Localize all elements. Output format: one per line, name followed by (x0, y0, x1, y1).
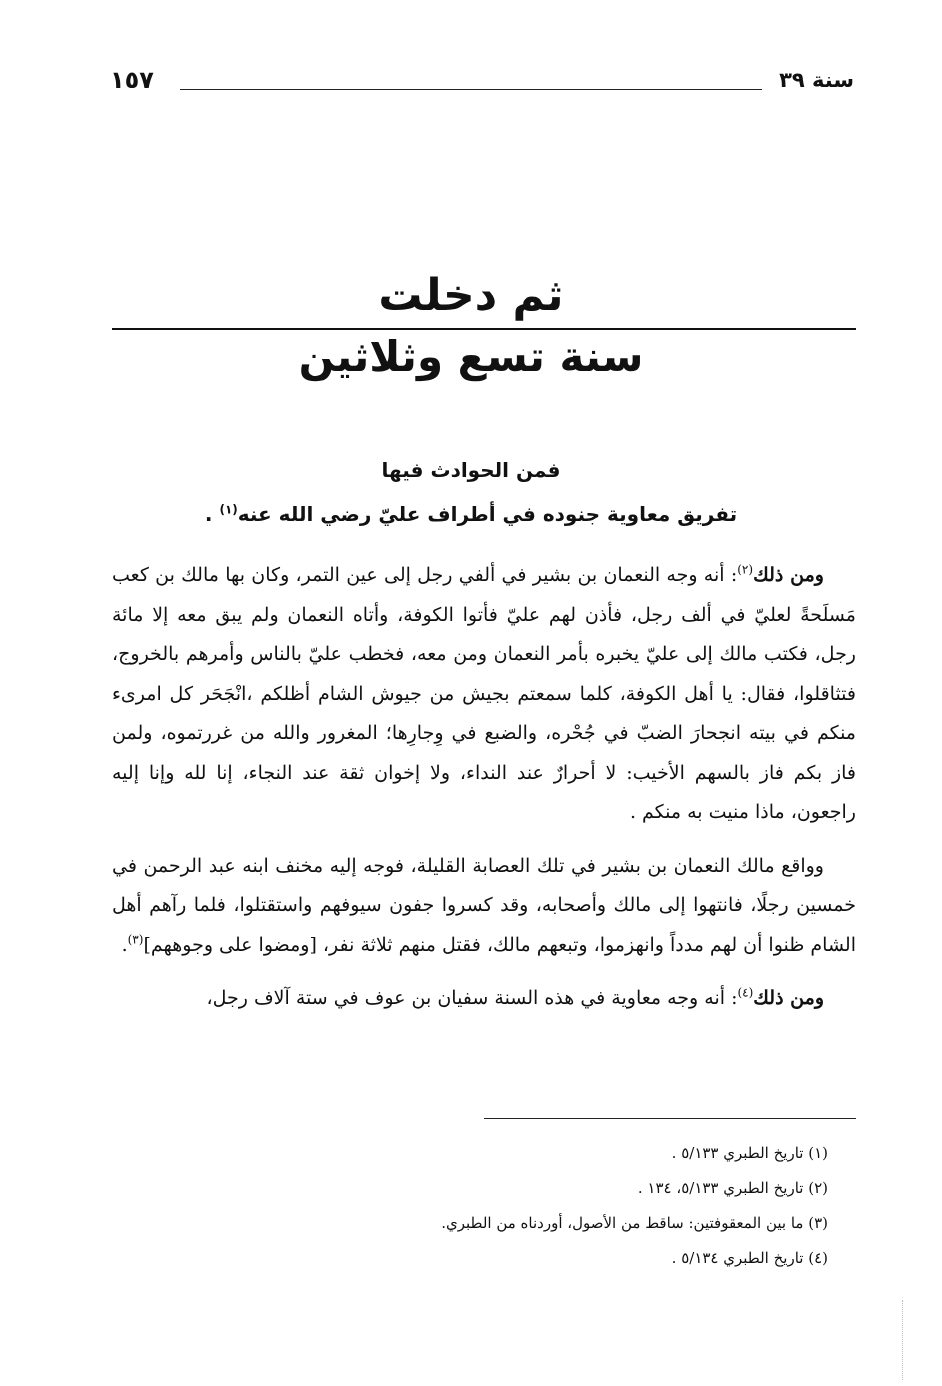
chapter-rule (112, 328, 856, 330)
footnotes (112, 1136, 856, 1276)
paragraph-text: : أنه وجه معاوية في هذه السنة سفيان بن عوف في ستة آلاف رجل، (206, 987, 738, 1009)
header-rule (180, 89, 762, 90)
paragraph (112, 847, 856, 966)
events-title (0, 502, 942, 526)
footnote: (٢) تاريخ الطبري ٥/١٣٣، ١٣٤ . (637, 1179, 828, 1197)
footnote: (١) تاريخ الطبري ٥/١٣٣ . (671, 1144, 828, 1162)
paragraph-text: وواقع مالك النعمان بن بشير في تلك العصابة القليلة، فوجه إليه مخنف ابنه عبد الرحمن في خمسين رجلًا، فانتهوا إلى مالك وأصحابه، وقد كسروا جفون سيوفهم واستقتلوا، فلما رآهم أهل الشام ظنوا أن لهم مدداً وانهزموا، وتبعهم مالك، فقتل منهم ثلاثة نفر، [ومضوا على وجوههم] (112, 854, 856, 956)
paragraph-lead: ومن ذلك (753, 564, 824, 586)
paragraph-text: : أنه وجه النعمان بن بشير في ألفي رجل إلى عين التمر، وكان بها مالك بن كعب مَسلَحةً لعليّ في ألف رجل، فأذن لهم عليّ فأتوا الكوفة، وأتاه النعمان ولم يبق معه إلا مائة رجل، فكتب مالك إلى عليّ يخبره بأمر النعمان ومن معه، فخطب عليّ بالناس وأمرهم بالخروج، فتثاقلوا، فقال: يا أهل الكوفة، كلما سمعتم بجيش من جيوش الشام أظلكم ،انْجَحَر كل امرىء منكم في بيته انجحارَ الضبّ في جُحْره، والضبع في وِجارِها؛ المغرور والله من غررتموه، ولمن فاز بكم فاز بالسهم الأخيب: لا أحرارٌ عند النداء، ولا إخوان ثقة عند النجاء، إنا لله وإنا إليه راجعون، ماذا منيت به منكم . (112, 564, 856, 823)
section-label: سنة ٣٩ (779, 68, 854, 92)
paragraph-end: . (121, 933, 128, 956)
footnote-ref: (١) (219, 502, 238, 517)
body-text (112, 556, 856, 1033)
events-title-text: تفريق معاوية جنوده في أطراف عليّ رضي الله عنه (237, 502, 738, 526)
chapter-heading-line2: سنة تسع وثلاثين (298, 332, 644, 381)
paragraph (112, 556, 856, 833)
chapter-heading-line1: ثم دخلت (378, 270, 564, 321)
paragraph (112, 979, 856, 1019)
scan-edge-mark (902, 1300, 904, 1380)
footnote-ref: (٢) (737, 562, 754, 577)
page-number: ١٥٧ (110, 66, 154, 94)
footnote-ref: (٤) (737, 985, 754, 1000)
footnote-ref: (٣) (127, 932, 144, 947)
events-heading: فمن الحوادث فيها (381, 458, 561, 482)
footnote: (٤) تاريخ الطبري ٥/١٣٤ . (671, 1249, 828, 1267)
events-title-end: . (204, 502, 220, 526)
footnote-rule (484, 1118, 856, 1119)
footnote: (٣) ما بين المعقوفتين: ساقط من الأصول، أوردناه من الطبري. (441, 1214, 828, 1232)
running-header (110, 68, 854, 104)
paragraph-lead: ومن ذلك (753, 987, 824, 1009)
